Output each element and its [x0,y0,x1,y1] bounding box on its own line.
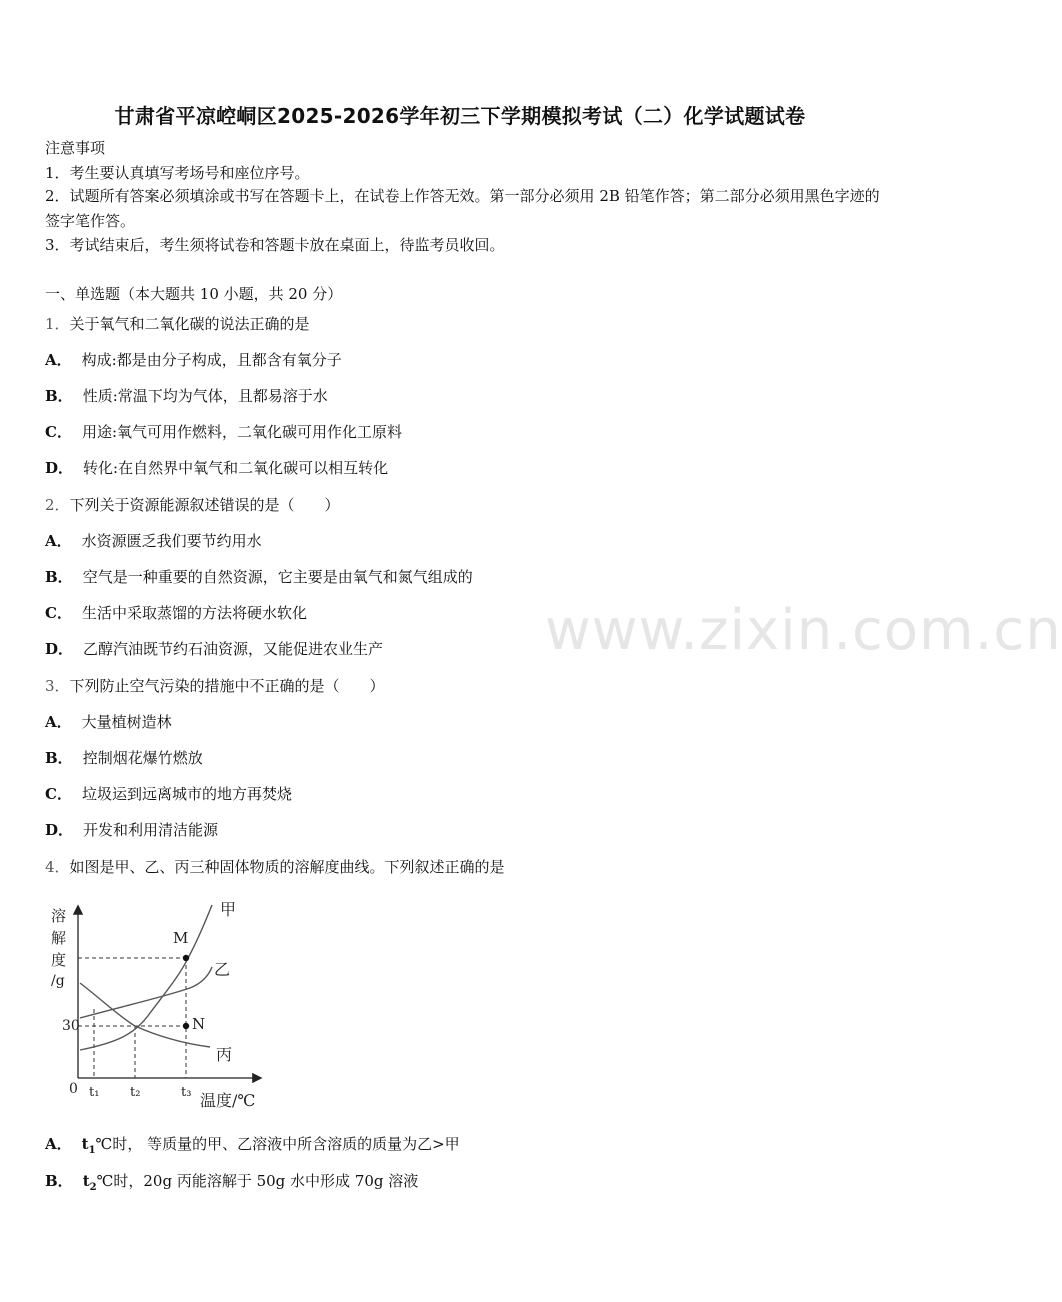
question-1-option-a [45,349,342,370]
option-text: 乙醇汽油既节约石油资源，又能促进农业生产 [83,640,384,658]
option-text: 性质:常温下均为气体，且都易溶于水 [82,387,328,405]
x-tick-t2: t₂ [130,1085,141,1100]
option-letter: B． [45,749,73,767]
option-text: 用途:氧气可用作燃料，二氧化碳可用作化工原料 [81,423,403,441]
notes-heading: 注意事项 [45,139,106,157]
y-label-4: /g [51,973,65,989]
y-label-1: 溶 [51,907,67,925]
option-text: 垃圾运到远离城市的地方再焚烧 [81,785,292,803]
option-letter: C． [45,604,72,622]
question-text: 关于氧气和二氧化碳的说法正确的是 [69,315,310,333]
y-tick-30: 30 [62,1018,80,1034]
question-2-option-d [45,638,383,659]
option-letter: D． [45,459,74,477]
question-text: 下列防止空气污染的措施中不正确的是（ ） [69,677,385,695]
option-t-sub: 1 [88,1145,96,1156]
option-text: 大量植树造林 [81,713,172,731]
point-m [183,955,189,961]
option-letter: D． [45,640,74,658]
notes-item-3: 3．考试结束后，考生须将试卷和答题卡放在桌面上，待监考员收回。 [45,236,505,254]
option-text: ℃时，20g 丙能溶解于 50g 水中形成 70g 溶液 [96,1172,419,1190]
option-text: 构成:都是由分子构成，且都含有氧分子 [81,351,342,369]
option-text: 水资源匮乏我们要节约用水 [81,532,262,550]
question-text: 下列关于资源能源叙述错误的是（ ） [69,496,340,514]
option-text: 控制烟花爆竹燃放 [82,749,203,767]
question-text: 如图是甲、乙、丙三种固体物质的溶解度曲线。下列叙述正确的是 [69,858,505,876]
solubility-graph [40,895,280,1115]
series-label-yi: 乙 [214,960,231,979]
series-label-bing: 丙 [216,1045,233,1064]
section-heading: 一、单选题（本大题共 10 小题，共 20 分） [45,285,343,303]
series-label-jia: 甲 [220,900,237,919]
y-label-3: 度 [51,951,67,969]
option-letter: C． [45,785,72,803]
option-text: 开发和利用清洁能源 [83,821,219,839]
question-2-stem [45,494,340,515]
option-temp [81,1135,96,1156]
origin-label: 0 [69,1081,78,1097]
option-letter: C． [45,423,72,441]
option-text: 转化:在自然界中氧气和二氧化碳可以相互转化 [83,459,389,477]
question-1-option-d [45,457,388,478]
option-letter: B． [45,387,73,405]
option-letter: D． [45,821,74,839]
question-1-option-b [45,385,328,406]
option-letter: B． [45,1172,73,1190]
notes-item-1: 1．考生要认真填写考场号和座位序号。 [45,164,310,182]
x-tick-t3: t₃ [181,1085,192,1100]
question-4-option-a [45,1133,460,1156]
x-tick-t1: t₁ [89,1085,100,1100]
y-label-2: 解 [51,929,67,947]
point-m-label: M [173,929,189,947]
question-3-option-a [45,711,172,732]
question-2-option-a [45,530,262,551]
question-number: 3． [45,677,70,695]
option-t: t [82,1172,90,1190]
option-temp [82,1172,97,1193]
point-n-label: N [192,1015,206,1033]
question-3-stem [45,675,385,696]
option-text: ℃时， 等质量的甲、乙溶液中所含溶质的质量为乙>甲 [95,1135,460,1153]
question-number: 1． [45,315,70,333]
option-text: 生活中采取蒸馏的方法将硬水软化 [81,604,307,622]
question-1-option-c [45,421,402,442]
x-axis-label: 温度/℃ [200,1091,256,1110]
exam-title: 甘肃省平凉崆峒区2025-2026学年初三下学期模拟考试（二）化学试题试卷 [114,104,806,128]
question-1-stem [45,313,310,334]
question-2-option-c [45,602,307,623]
question-3-option-d [45,819,218,840]
question-4-option-b [45,1170,418,1193]
notes-item-2: 2．试题所有答案必须填涂或书写在答题卡上，在试卷上作答无效。第一部分必须用 2B 铅笔作答；第二部分必须用黑色字迹的签字笔作答。 [45,187,880,230]
option-letter: A． [45,1135,72,1153]
option-letter: A． [45,351,72,369]
option-t-sub: 2 [89,1182,97,1193]
option-letter: B． [45,568,73,586]
option-t: t [81,1135,89,1153]
question-4-stem [45,856,505,877]
option-text: 空气是一种重要的自然资源，它主要是由氧气和氮气组成的 [82,568,473,586]
question-2-option-b [45,566,473,587]
option-letter: A． [45,713,72,731]
option-letter: A． [45,532,72,550]
watermark: www.zixin.com.cn [545,598,1062,663]
question-3-option-c [45,783,292,804]
question-number: 4． [45,858,70,876]
curve-yi [80,967,212,1018]
point-n [183,1023,189,1029]
question-3-option-b [45,747,203,768]
question-number: 2． [45,496,70,514]
curve-bing [80,983,210,1047]
